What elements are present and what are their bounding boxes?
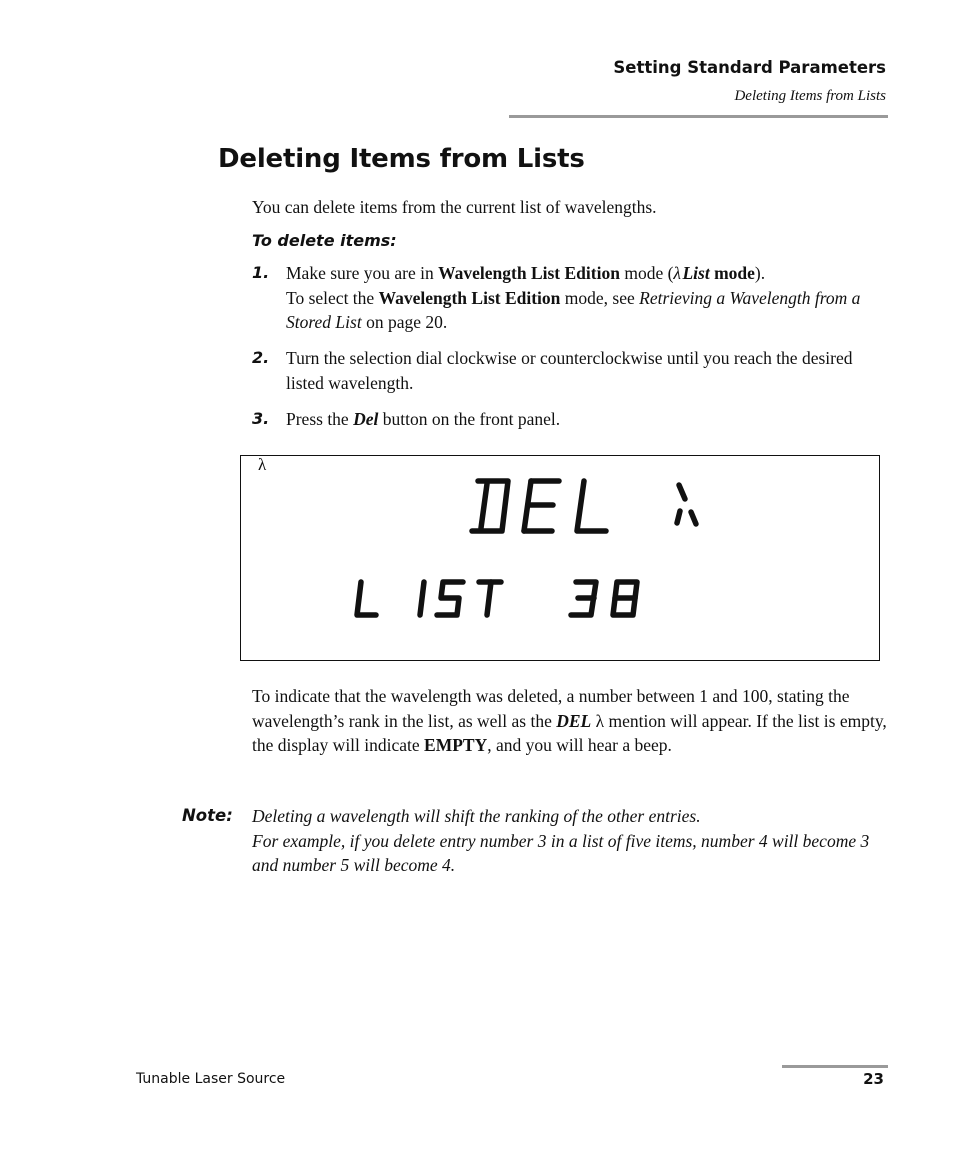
lcd-char-l <box>357 582 376 615</box>
footer-product-name: Tunable Laser Source <box>136 1071 286 1087</box>
running-header-title: Setting Standard Parameters <box>613 58 886 77</box>
lcd-char-d <box>472 481 508 531</box>
note-label: Note: <box>182 806 233 825</box>
header-rule <box>509 115 888 118</box>
intro-paragraph: You can delete items from the current list of wavelengths. <box>252 197 657 217</box>
lcd-char-8 <box>613 582 637 615</box>
procedure-title: To delete items: <box>252 231 397 250</box>
step-text: Make sure you are in Wavelength List Edition mode (λ List mode). To select the Wavelength List Edition mode, see Retrieving a Wavelength from a Stored List on page 20. <box>286 263 861 332</box>
lcd-lambda-indicator: λ <box>258 455 267 474</box>
page-number: 23 <box>863 1070 884 1088</box>
lambda-symbol: λ <box>591 710 605 731</box>
step-2 <box>252 346 882 395</box>
lcd-char-t <box>479 582 501 615</box>
lcd-char-i <box>420 582 424 615</box>
footer-rule <box>782 1065 888 1068</box>
lambda-symbol: λ <box>673 263 682 283</box>
result-paragraph: To indicate that the wavelength was deleted, a number between 1 and 100, stating the wavelength’s rank in the list, as well as the DEL λ mention will appear. If the list is empty, the display will indicate EMPTY, and you will hear a beep. <box>252 686 887 755</box>
page-title: Deleting Items from Lists <box>218 144 585 174</box>
lcd-char-l <box>577 481 606 531</box>
step-3 <box>252 407 882 432</box>
lcd-char-3 <box>571 582 596 615</box>
step-number: 2. <box>252 348 270 367</box>
step-number: 3. <box>252 409 270 428</box>
step-text: Press the Del button on the front panel. <box>286 409 561 429</box>
note-text: Deleting a wavelength will shift the ranking of the other entries. For example, if you delete entry number 3 in a list of five items, number 4 will become 3 and number 5 will become 4. <box>252 806 870 875</box>
lcd-display-segments <box>240 455 880 661</box>
lcd-char-e <box>524 481 559 531</box>
cross-reference: Retrieving a Wavelength from a Stored List <box>286 287 861 332</box>
step-text: Turn the selection dial clockwise or counterclockwise until you reach the desired listed wavelength. <box>286 348 853 393</box>
step-1 <box>252 261 882 335</box>
lcd-char-lambda <box>677 485 696 524</box>
step-number: 1. <box>252 263 270 282</box>
running-header-subtitle: Deleting Items from Lists <box>734 88 886 104</box>
lcd-char-s <box>437 582 463 615</box>
